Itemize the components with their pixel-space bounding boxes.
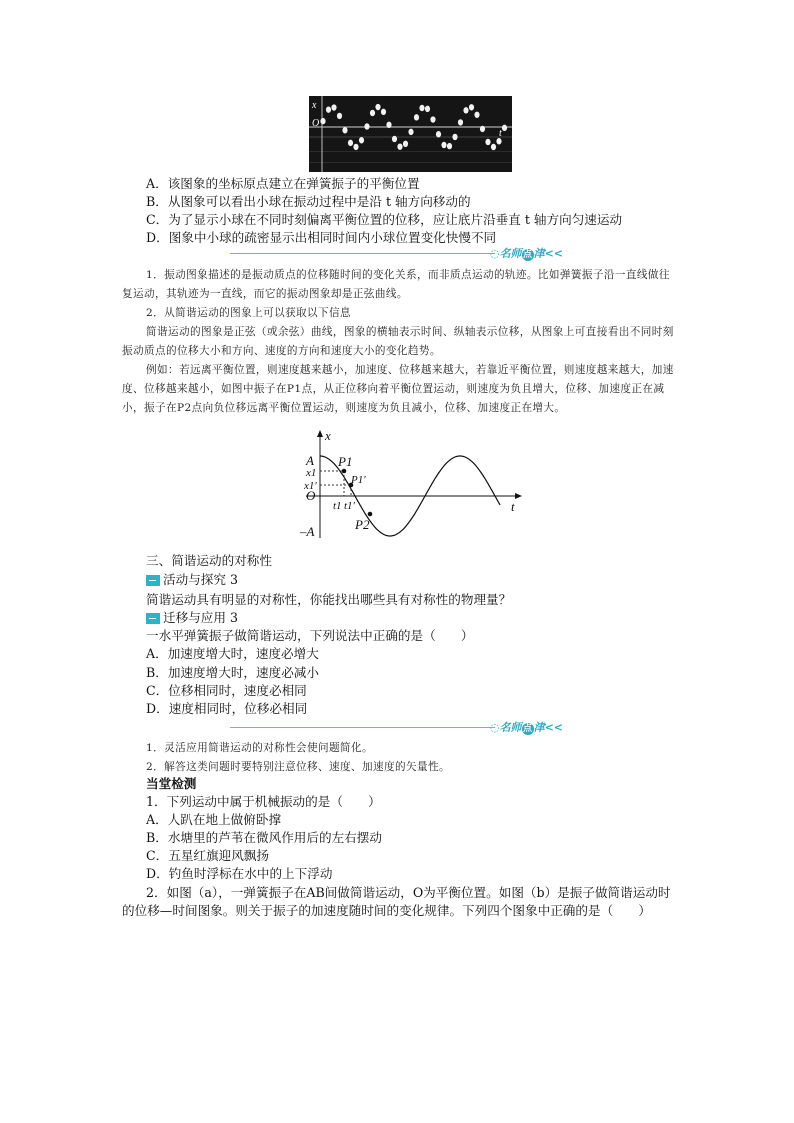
strobe-dot bbox=[430, 116, 435, 122]
strobe-dot bbox=[403, 141, 408, 147]
graph-A-label: A bbox=[306, 453, 314, 468]
transfer-label-text: 迁移与应用 3 bbox=[163, 610, 238, 625]
arrow-icon bbox=[146, 613, 160, 624]
strobe-dot bbox=[469, 104, 474, 110]
divider-label-post: 津 bbox=[533, 721, 545, 734]
strobe-dot bbox=[375, 104, 380, 110]
divider-label-pre: 名师 bbox=[499, 721, 522, 734]
strobe-dot bbox=[326, 106, 331, 112]
graph-x1-label: x1 bbox=[306, 467, 317, 479]
test-q2: 2．如图（a），一弹簧振子在AB间做简谐运动，O为平衡位置。如图（b）是振子做简谐运动时的位移—时间图象。则关于振子的加速度随时间的变化规律。下列四个图象中正确的是（ ） bbox=[122, 885, 671, 918]
strobe-dot bbox=[491, 144, 496, 150]
strobe-dot bbox=[452, 134, 457, 140]
strobe-dot bbox=[480, 126, 485, 132]
tip-paragraph-2: 2．从简谐运动的图象上可以获取以下信息 bbox=[146, 307, 352, 319]
strobe-dot bbox=[436, 131, 441, 137]
tips-divider bbox=[230, 246, 575, 260]
option-c: C．为了显示小球在不同时刻偏离平衡位置的位移，应让底片沿垂直 t 轴方向匀速运动 bbox=[146, 212, 623, 227]
q3-option-a: A．加速度增大时，速度必增大 bbox=[146, 646, 319, 661]
tips-divider-2 bbox=[230, 720, 575, 734]
option-a: A．该图象的坐标原点建立在弹簧振子的平衡位置 bbox=[146, 176, 420, 191]
strobe-dot bbox=[397, 143, 402, 149]
strobe-dot bbox=[458, 119, 463, 125]
section-title: 三、简谐运动的对称性 bbox=[146, 553, 272, 568]
strobe-dot bbox=[337, 113, 342, 119]
strobe-dot bbox=[502, 125, 507, 131]
strobe-dot bbox=[496, 138, 501, 144]
photo-t-label: t bbox=[499, 128, 502, 139]
strobe-dot bbox=[359, 137, 364, 143]
graph-O-label: O bbox=[306, 488, 316, 503]
divider-rule bbox=[230, 727, 495, 728]
test-q1-option-c: C．五星红旗迎风飘扬 bbox=[146, 848, 269, 863]
tip-paragraph-4: 例如：若远离平衡位置，则速度越来越小，加速度、位移越来越大，若靠近平衡位置，则速度越来越大，加速度、位移越来越小，如图中振子在P1点，从正位移向着平衡位置运动，则速度为负且增大，位移、加速度正在减小，振子在P2点向负位移远离平衡位置运动，则速度为负且减小，位移、加速度正在增大。 bbox=[122, 364, 674, 414]
strobe-dot bbox=[441, 142, 446, 148]
strobe-photo-svg bbox=[309, 96, 512, 172]
test-q1-option-d: D．钓鱼时浮标在水中的上下浮动 bbox=[146, 866, 333, 881]
divider-label: ◌名师点 津<< bbox=[489, 721, 563, 734]
strobe-photo-figure bbox=[309, 96, 512, 172]
strobe-dot bbox=[425, 106, 430, 112]
graph-P1p-label: P1′ bbox=[351, 474, 366, 486]
strobe-dot bbox=[474, 112, 479, 118]
activity-label-text: 活动与探究 3 bbox=[163, 572, 238, 587]
divider-label-post: 津 bbox=[533, 247, 545, 260]
graph-negA-label: –A bbox=[300, 524, 315, 539]
photo-x-label: x bbox=[312, 100, 317, 111]
option-d: D．图象中小球的疏密显示出相同时间内小球位置变化快慢不同 bbox=[146, 230, 497, 245]
q3-option-b: B．加速度增大时，速度必减小 bbox=[146, 665, 319, 680]
strobe-dot bbox=[331, 104, 336, 110]
divider-label: ◌名师点 津<< bbox=[489, 247, 563, 260]
graph-x-label: x bbox=[325, 428, 331, 443]
strobe-dot bbox=[463, 107, 468, 113]
graph-x1p-label: x1′ bbox=[304, 480, 317, 492]
activity-question: 简谐运动具有明显的对称性，你能找出哪些具有对称性的物理量？ bbox=[146, 592, 512, 607]
tip2-paragraph-1: 1．灵活应用简谐运动的对称性会使问题简化。 bbox=[146, 742, 374, 754]
strobe-dot bbox=[386, 122, 391, 128]
graph-P1-label: P1 bbox=[338, 454, 353, 469]
tip-paragraph-1: 1．振动图象描述的是振动质点的位移随时间的变化关系，而非质点运动的轨迹。比如弹簧振子沿一直线做往复运动，其轨迹为一直线，而它的振动图象却是正弦曲线。 bbox=[122, 269, 670, 300]
graph-t1p-label: t1′ bbox=[344, 500, 355, 512]
divider-label-pre: 名师 bbox=[499, 247, 522, 260]
strobe-dot bbox=[342, 127, 347, 133]
graph-svg bbox=[298, 428, 528, 543]
arrow-icon bbox=[146, 575, 160, 586]
graph-P2-label: P2 bbox=[355, 517, 370, 532]
strobe-dot bbox=[485, 139, 490, 145]
divider-dot: 点 bbox=[523, 250, 533, 260]
q3-option-c: C．位移相同时，速度必相同 bbox=[146, 683, 307, 698]
strobe-dot bbox=[392, 136, 397, 142]
test-q1-option-b: B．水塘里的芦苇在微风作用后的左右摆动 bbox=[146, 830, 382, 845]
strobe-dot bbox=[419, 105, 424, 111]
strobe-dot bbox=[348, 140, 353, 146]
divider-dot: 点 bbox=[523, 724, 533, 734]
divider-rule bbox=[230, 253, 495, 254]
strobe-dot bbox=[320, 118, 325, 124]
strobe-dot bbox=[408, 129, 413, 135]
strobe-dot bbox=[364, 123, 369, 129]
test-q1-stem: 1．下列运动中属于机械振动的是（ ） bbox=[146, 794, 381, 809]
strobe-dot bbox=[414, 114, 419, 120]
q3-stem: 一水平弹簧振子做简谐运动，下列说法中正确的是（ ） bbox=[146, 628, 474, 643]
displacement-time-graph bbox=[298, 428, 528, 543]
strobe-dot bbox=[381, 109, 386, 115]
graph-t1-label: t1 bbox=[333, 500, 342, 512]
photo-origin-label: O bbox=[312, 118, 320, 129]
strobe-dot bbox=[447, 143, 452, 149]
transfer-label bbox=[146, 610, 238, 626]
activity-label bbox=[146, 572, 238, 588]
option-b: B．从图象可以看出小球在振动过程中是沿 t 轴方向移动的 bbox=[146, 194, 471, 209]
graph-t-label: t bbox=[511, 499, 515, 514]
strobe-dot bbox=[370, 110, 375, 116]
strobe-dot bbox=[353, 144, 358, 150]
tip-paragraph-3: 简谐运动的图象是正弦（或余弦）曲线，图象的横轴表示时间、纵轴表示位移，从图象上可直接看出不同时刻振动质点的位移大小和方向、速度的方向和速度大小的变化趋势。 bbox=[122, 326, 674, 357]
q3-option-d: D．速度相同时，位移必相同 bbox=[146, 701, 308, 716]
tip2-paragraph-2: 2．解答这类问题时要特别注意位移、速度、加速度的矢量性。 bbox=[146, 761, 450, 773]
test-q1-option-a: A．人趴在地上做俯卧撑 bbox=[146, 812, 282, 827]
test-title: 当堂检测 bbox=[146, 776, 197, 791]
